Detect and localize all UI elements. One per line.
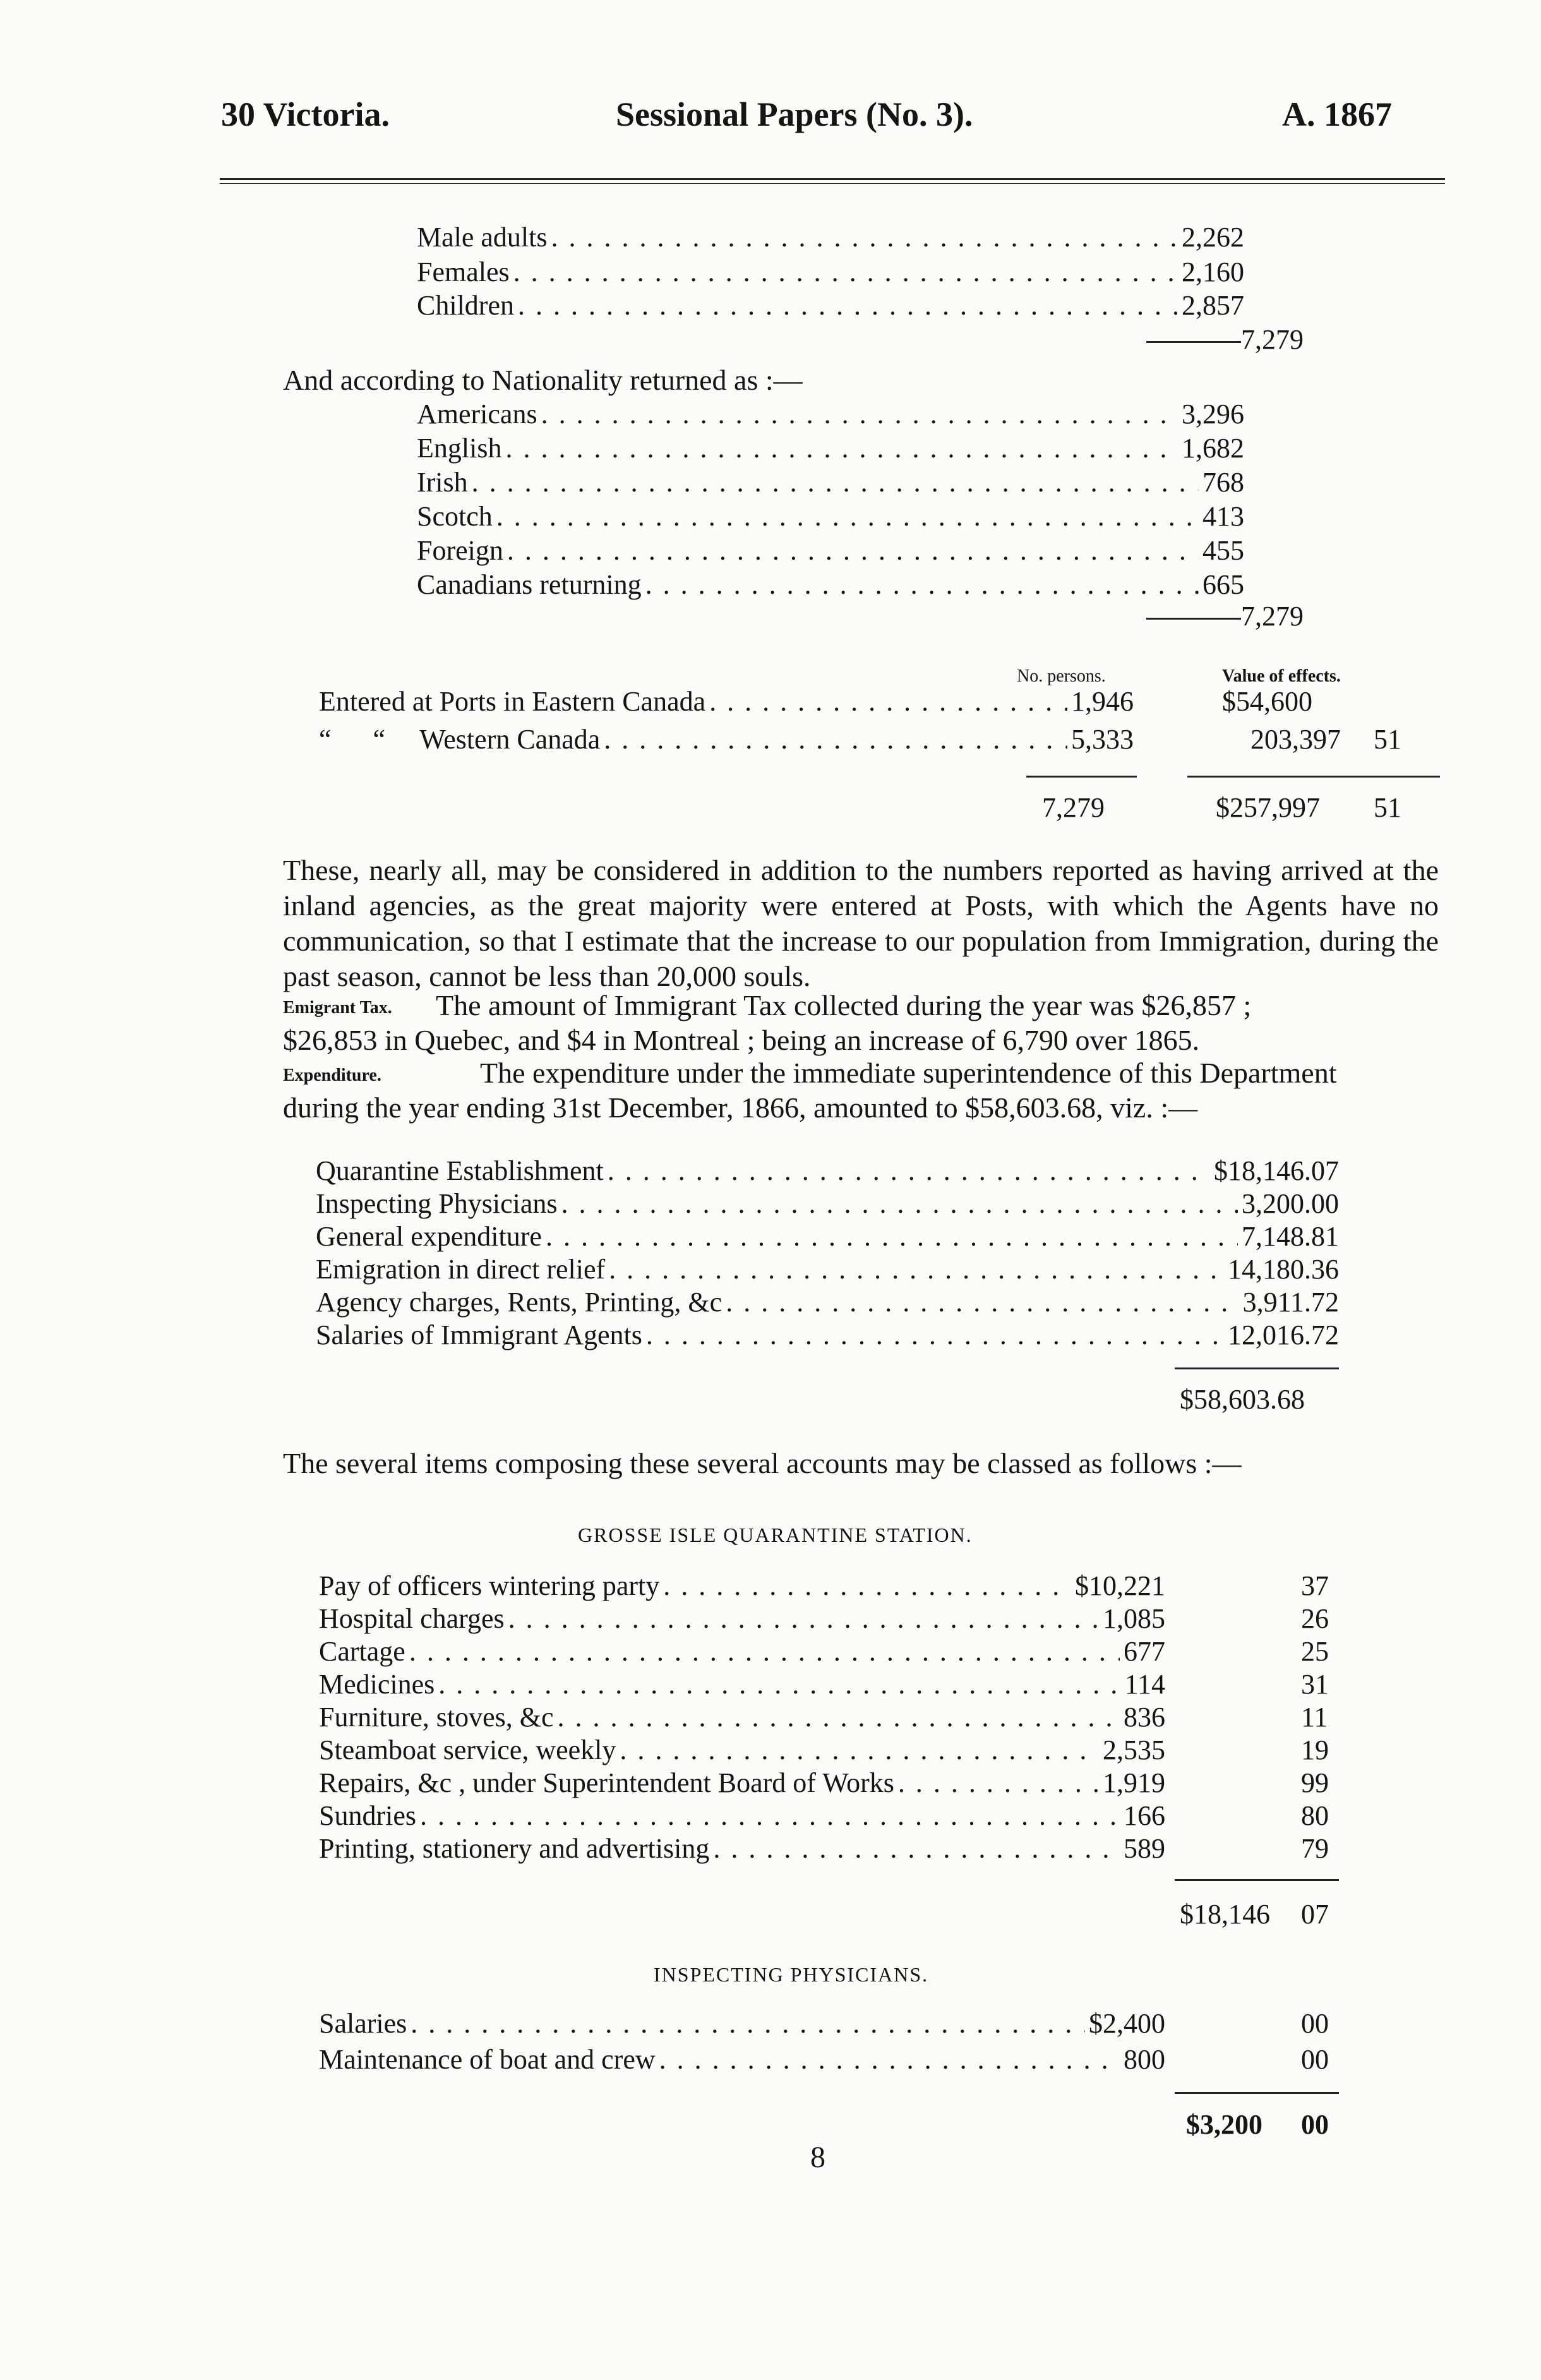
table-cell: 00: [1301, 2008, 1329, 2039]
list-item: Cartage . . . 677: [319, 1635, 1165, 1668]
table-cell: 203,397: [1250, 724, 1341, 755]
section-heading: INSPECTING PHYSICIANS.: [654, 1963, 929, 1986]
physicians-total: $3,200: [1186, 2109, 1262, 2140]
header-title: Sessional Papers (No. 3).: [616, 95, 973, 133]
list-item: Females . . . 2,160: [417, 256, 1244, 289]
list-item: Americans . . . 3,296: [417, 398, 1244, 431]
list-item: General expenditure . . . 7,148.81: [316, 1220, 1339, 1253]
tax-line-2: $26,853 in Quebec, and $4 in Montreal ; being an increase of 6,790 over 1865.: [283, 1024, 1200, 1056]
section-heading: GROSSE ISLE QUARANTINE STATION.: [578, 1524, 973, 1546]
list-item: Pay of officers wintering party . . . $10,221: [319, 1570, 1165, 1602]
grosse-isle-total: $18,146: [1180, 1899, 1270, 1930]
expenditure-line-2: during the year ending 31st December, 1866, amounted to $58,603.68, viz. :—: [283, 1091, 1198, 1124]
column-header-persons: No. persons.: [1017, 666, 1106, 686]
margin-note-tax: Emigrant Tax.: [283, 998, 392, 1018]
list-item: Medicines . . . 114: [319, 1668, 1165, 1701]
tax-line-1: The amount of Immigrant Tax collected during the year was $26,857 ;: [436, 989, 1252, 1021]
list-item: Furniture, stoves, &c . . . 836: [319, 1701, 1165, 1734]
header-session: 30 Victoria.: [221, 95, 390, 133]
value-total-cents: 51: [1374, 792, 1401, 823]
table-cell: 37: [1301, 1570, 1329, 1601]
list-item: Repairs, &c , under Superintendent Board of Works . . . 1,919: [319, 1767, 1165, 1800]
rule-line: [1026, 776, 1137, 778]
table-cell: 99: [1301, 1767, 1329, 1798]
rule-line: [1187, 776, 1440, 778]
header-rule: [220, 178, 1445, 180]
list-item: Children . . . 2,857: [417, 289, 1244, 322]
table-row: Entered at Ports in Eastern Canada . . . 1,946: [319, 685, 1134, 718]
table-row: “ “ Western Canada . . . 5,333: [319, 723, 1134, 756]
list-item: Male adults . . . 2,262: [417, 221, 1244, 254]
rule-line: [1175, 1367, 1339, 1369]
persons-total: 7,279: [1042, 792, 1105, 823]
list-item: Salaries of Immigrant Agents . . . 12,016.72: [316, 1319, 1339, 1352]
list-item: Agency charges, Rents, Printing, &c . . . 3,911.72: [316, 1286, 1339, 1319]
list-item: Foreign . . . 455: [417, 534, 1244, 567]
rule-line: [1146, 341, 1241, 343]
margin-note-expenditure: Expenditure.: [283, 1066, 381, 1085]
list-item: Emigration in direct relief . . . 14,180.36: [316, 1253, 1339, 1286]
list-item: Inspecting Physicians . . . 3,200.00: [316, 1187, 1339, 1220]
header-rule-thin: [220, 183, 1445, 184]
rule-line: [1175, 1879, 1339, 1881]
list-item: Quarantine Establishment . . . $18,146.07: [316, 1155, 1339, 1187]
table-cell: 31: [1301, 1669, 1329, 1700]
table-cell: 79: [1301, 1833, 1329, 1864]
list-item: Hospital charges . . . 1,085: [319, 1602, 1165, 1635]
column-header-value: Value of effects.: [1222, 666, 1341, 686]
physicians-total-cents: 00: [1301, 2109, 1329, 2140]
paragraph: These, nearly all, may be considered in addition to the numbers reported as having arrived at the inland agencies, as the great majority were entered at Posts, with which the Agents have no communication, so that I estimate that the increase to our population from Immigration, during the past season, cannot be less than 20,000 souls.: [283, 854, 1439, 992]
table-cell: $54,600: [1222, 686, 1312, 717]
list-item: English . . . 1,682: [417, 432, 1244, 465]
table-cell: 00: [1301, 2044, 1329, 2075]
list-item: Maintenance of boat and crew . . . 800: [319, 2043, 1165, 2076]
nationality-intro: And according to Nationality returned as :—: [283, 364, 803, 396]
list-item: Scotch . . . 413: [417, 500, 1244, 533]
list-item: Sundries . . . 166: [319, 1800, 1165, 1832]
list-item: Salaries . . . $2,400: [319, 2007, 1165, 2040]
page-number: 8: [810, 2141, 825, 2174]
expenditure-total: $58,603.68: [1180, 1384, 1305, 1415]
table-cell: 26: [1301, 1603, 1329, 1634]
list-item: Printing, stationery and advertising . . . 589: [319, 1832, 1165, 1865]
list-item: Canadians returning . . . 665: [417, 568, 1244, 601]
population-total: 7,279: [1241, 324, 1304, 355]
grosse-isle-total-cents: 07: [1301, 1899, 1329, 1930]
value-total: $257,997: [1216, 792, 1320, 823]
nationality-total: 7,279: [1241, 601, 1304, 632]
table-cell: 51: [1374, 724, 1401, 755]
table-cell: 80: [1301, 1800, 1329, 1831]
rule-line: [1146, 618, 1241, 620]
classed-intro: The several items composing these several accounts may be classed as follows :—: [283, 1447, 1242, 1479]
expenditure-line-1: The expenditure under the immediate superintendence of this Department: [480, 1057, 1337, 1089]
header-year: A. 1867: [1282, 95, 1392, 133]
table-cell: 11: [1301, 1702, 1328, 1733]
list-item: Irish . . . 768: [417, 466, 1244, 499]
table-cell: 19: [1301, 1734, 1329, 1765]
table-cell: 25: [1301, 1636, 1329, 1667]
list-item: Steamboat service, weekly . . . 2,535: [319, 1734, 1165, 1767]
rule-line: [1175, 2092, 1339, 2094]
